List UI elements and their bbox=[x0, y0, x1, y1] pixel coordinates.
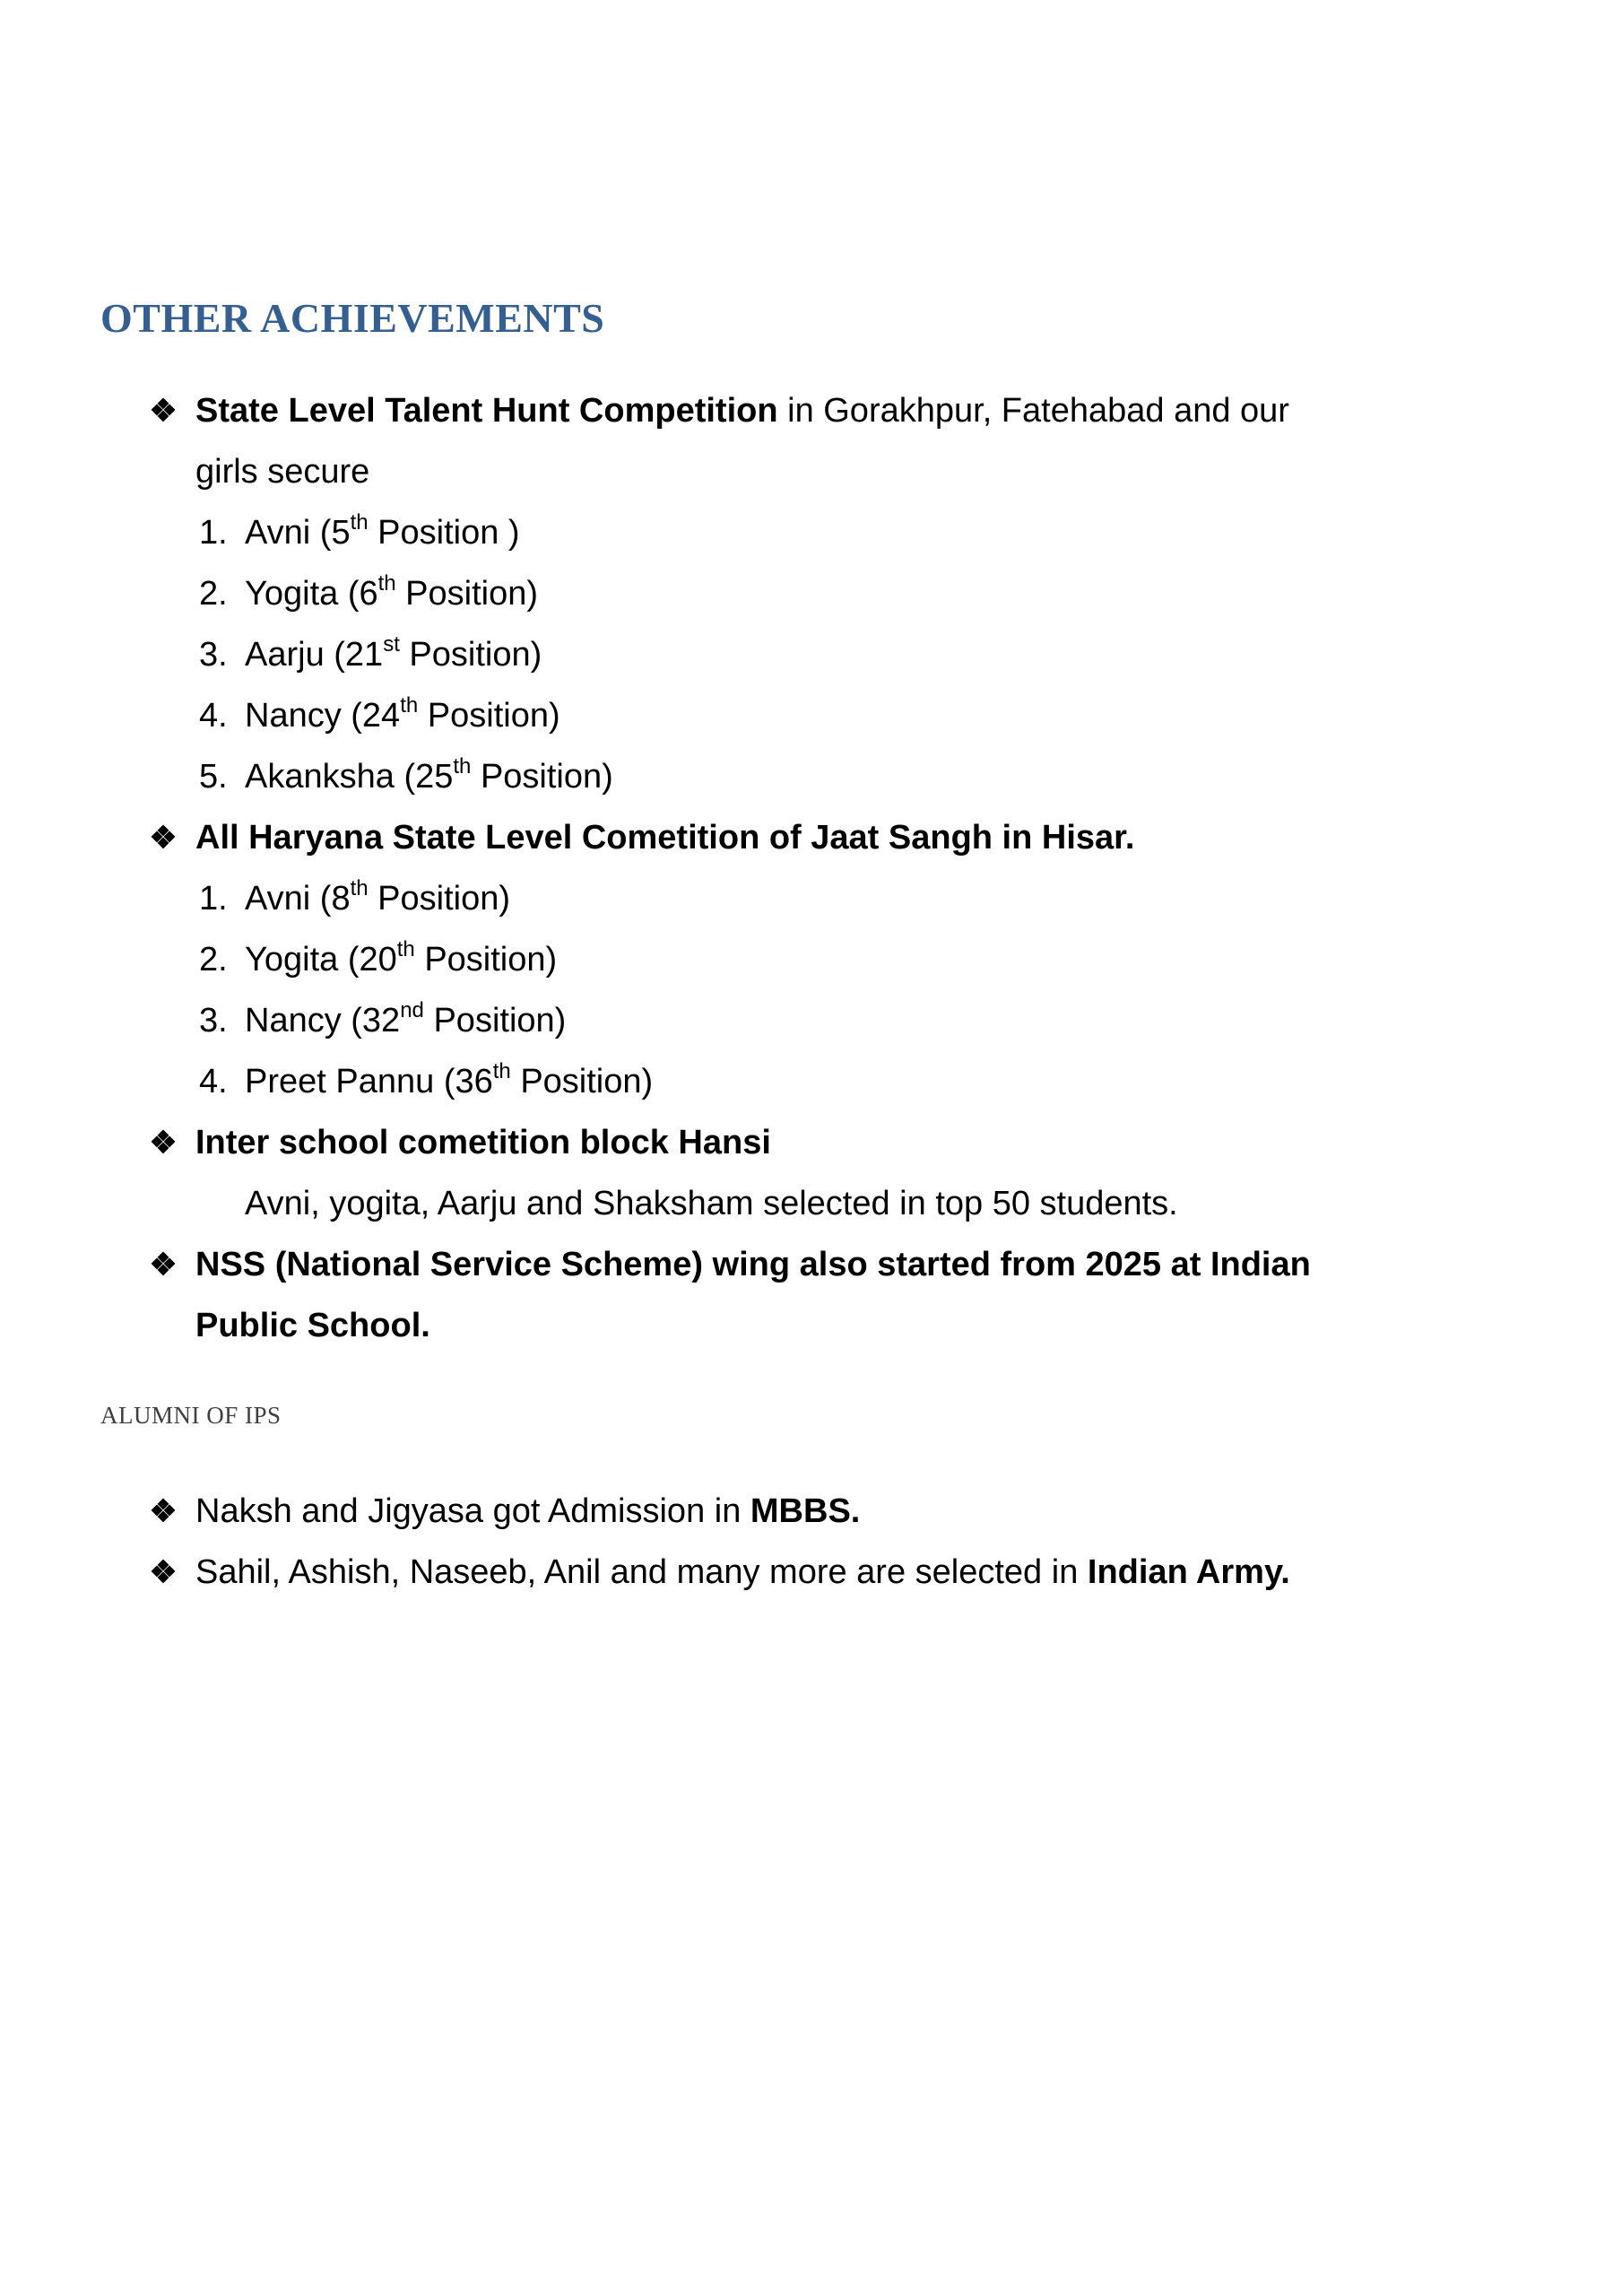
ordinal-superscript: th bbox=[453, 754, 472, 778]
list-text: Yogita (20th Position) bbox=[245, 937, 558, 978]
diamond-bullet-icon bbox=[151, 1498, 176, 1523]
list-item bbox=[0, 990, 1622, 1051]
diamond-bullet-icon bbox=[151, 1251, 176, 1276]
diamond-bullet-icon bbox=[151, 397, 176, 422]
ordinal-superscript: th bbox=[350, 876, 369, 900]
list-text: Nancy (32nd Position) bbox=[245, 998, 567, 1039]
list-number: 3. bbox=[199, 1002, 228, 1039]
list-item bbox=[0, 563, 1622, 624]
diamond-bullet-icon bbox=[151, 1559, 176, 1584]
ordinal-superscript: th bbox=[396, 937, 415, 961]
list-text: Nancy (24th Position) bbox=[245, 693, 560, 735]
bullet-item-mbbs bbox=[0, 1481, 1622, 1542]
alumni-list bbox=[0, 1481, 1622, 1603]
list-text: Akanksha (25th Position) bbox=[245, 754, 613, 796]
bullet-text-bold: All Haryana State Level Cometition of Jaat Sangh in Hisar. bbox=[195, 819, 1135, 857]
bullet-item-jaat-sangh bbox=[0, 807, 1622, 868]
achievements-list bbox=[0, 380, 1622, 1356]
diamond-bullet-icon bbox=[151, 824, 176, 849]
bullet-text-bold: Public School. bbox=[195, 1307, 430, 1344]
section-subheading-alumni: ALUMNI OF IPS bbox=[100, 1402, 282, 1429]
bullet-text-bold: NSS (National Service Scheme) wing also started from 2025 at Indian bbox=[195, 1246, 1311, 1283]
ordinal-superscript: th bbox=[350, 510, 369, 535]
ordinal-superscript: st bbox=[383, 632, 400, 657]
list-number: 5. bbox=[199, 758, 228, 796]
list-text: Avni (8th Position) bbox=[245, 876, 511, 918]
list-item bbox=[0, 1051, 1622, 1112]
list-number: 4. bbox=[199, 1063, 228, 1100]
list-item bbox=[0, 685, 1622, 746]
bullet-item-indian-army bbox=[0, 1542, 1622, 1603]
bullet-text: Avni, yogita, Aarju and Shaksham selected in top 50 students. bbox=[245, 1185, 1178, 1222]
list-item bbox=[0, 746, 1622, 807]
bullet-item-talent-hunt bbox=[0, 380, 1622, 441]
bullet-text: Sahil, Ashish, Naseeb, Anil and many more are selected in bbox=[195, 1553, 1088, 1591]
list-number: 4. bbox=[199, 697, 228, 735]
ordinal-superscript: th bbox=[400, 693, 419, 718]
list-item bbox=[0, 929, 1622, 990]
bullet-text-bold: MBBS. bbox=[750, 1492, 861, 1530]
bullet-text-bold: State Level Talent Hunt Competition bbox=[195, 392, 778, 430]
list-item bbox=[0, 502, 1622, 563]
bullet-item-talent-hunt-wrap bbox=[0, 441, 1622, 502]
bullet-item-nss-wrap bbox=[0, 1295, 1622, 1356]
ordinal-superscript: nd bbox=[400, 998, 424, 1022]
list-number: 1. bbox=[199, 880, 228, 918]
list-text: Avni (5th Position ) bbox=[245, 510, 520, 552]
bullet-item-nss bbox=[0, 1234, 1622, 1295]
diamond-bullet-icon bbox=[151, 1129, 176, 1154]
list-number: 2. bbox=[199, 575, 228, 613]
bullet-text: girls secure bbox=[195, 453, 370, 491]
list-number: 2. bbox=[199, 941, 228, 978]
list-number: 1. bbox=[199, 514, 228, 552]
bullet-text: Naksh and Jigyasa got Admission in bbox=[195, 1492, 750, 1530]
ordinal-superscript: th bbox=[377, 571, 396, 596]
ordinal-superscript: th bbox=[492, 1059, 511, 1083]
bullet-item-inter-school-detail bbox=[0, 1173, 1622, 1234]
list-text: Yogita (6th Position) bbox=[245, 571, 539, 613]
list-item bbox=[0, 624, 1622, 685]
list-number: 3. bbox=[199, 636, 228, 674]
list-text: Aarju (21st Position) bbox=[245, 632, 542, 674]
list-item bbox=[0, 868, 1622, 929]
bullet-text: in Gorakhpur, Fatehabad and our bbox=[777, 392, 1289, 430]
page-title: OTHER ACHIEVEMENTS bbox=[100, 295, 605, 341]
bullet-text-bold: Indian Army. bbox=[1087, 1553, 1290, 1591]
bullet-item-inter-school bbox=[0, 1112, 1622, 1173]
bullet-text-bold: Inter school cometition block Hansi bbox=[195, 1124, 771, 1161]
list-text: Preet Pannu (36th Position) bbox=[245, 1059, 654, 1100]
